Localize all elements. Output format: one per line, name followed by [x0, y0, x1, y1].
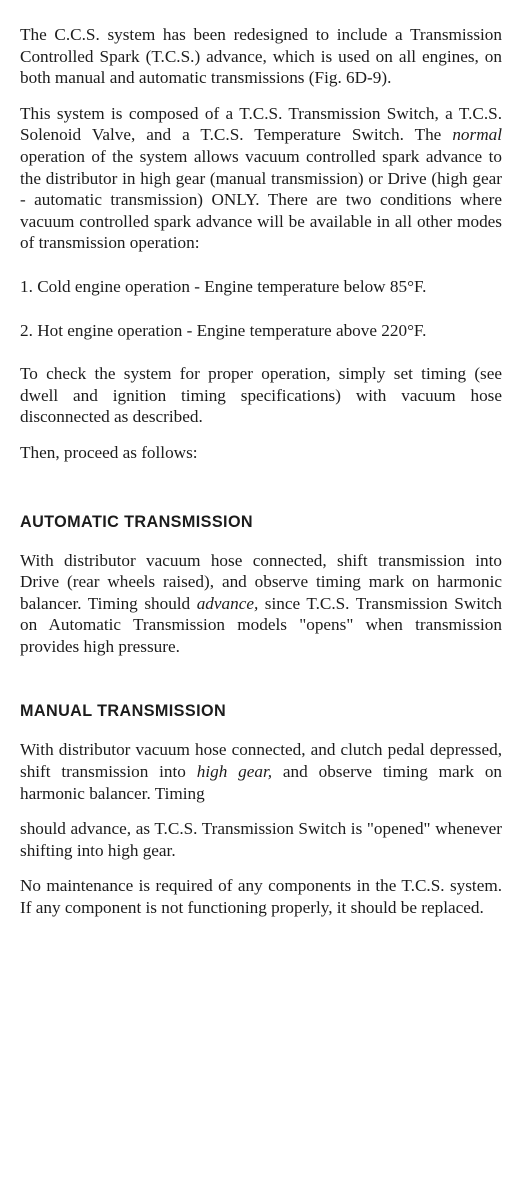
- check-procedure-paragraph: To check the system for proper operation, simply set timing (see dwell and ignition timing specifications) with vacuum hose disconnected as described.: [20, 364, 502, 427]
- manual-transmission-heading: MANUAL TRANSMISSION: [20, 702, 227, 721]
- system-description-emphasis: normal: [452, 125, 502, 145]
- manual-text-b: and observe timing mark on harmonic balancer. Timing: [20, 762, 503, 803]
- maintenance-paragraph: No maintenance is required of any components in the T.C.S. system. If any component is not functioning properly, it should be replaced.: [20, 876, 502, 918]
- document-page: [20, 24, 502, 919]
- automatic-emphasis: advance,: [196, 593, 259, 613]
- intro-paragraph: The C.C.S. system has been redesigned to include a Transmission Controlled Spark (T.C.S.) advance, which is used on all engines, on both manual and automatic transmissions (Fig. 6D-9).: [20, 25, 502, 88]
- system-description-paragraph: [20, 103, 502, 254]
- condition-hot-engine: 2. Hot engine operation - Engine temperature above 220°F.: [20, 320, 427, 340]
- system-description-text-b: operation of the system allows vacuum controlled spark advance to the distributor in high gear (manual transmission) or Drive (high gear - automatic transmission) ONLY. There are two conditions where vacuum controlled spark advance will be available in all other modes of transmission operation:: [20, 146, 502, 253]
- proceed-paragraph: Then, proceed as follows:: [20, 442, 198, 462]
- system-description-text-a: This system is composed of a T.C.S. Transmission Switch, a T.C.S. Solenoid Valve, and a T.C.S. Temperature Switch. The: [20, 103, 502, 145]
- automatic-transmission-heading: AUTOMATIC TRANSMISSION: [20, 512, 254, 531]
- manual-emphasis: high gear,: [196, 762, 273, 782]
- automatic-transmission-paragraph: [20, 550, 502, 658]
- condition-cold-engine: 1. Cold engine operation - Engine temperature below 85°F.: [20, 276, 427, 296]
- manual-text-a: With distributor vacuum hose connected, and clutch pedal depressed, shift transmission into: [20, 740, 502, 782]
- automatic-text-b: since T.C.S. Transmission Switch on Automatic Transmission models "opens" when transmission provides high pressure.: [20, 593, 503, 656]
- manual-transmission-continued: should advance, as T.C.S. Transmission Switch is "opened" whenever shifting into high gear.: [20, 819, 502, 860]
- automatic-text-a: With distributor vacuum hose connected, shift transmission into Drive (rear wheels raised), and observe timing mark on harmonic balancer. Timing should: [20, 550, 502, 613]
- manual-transmission-paragraph: [20, 739, 502, 804]
